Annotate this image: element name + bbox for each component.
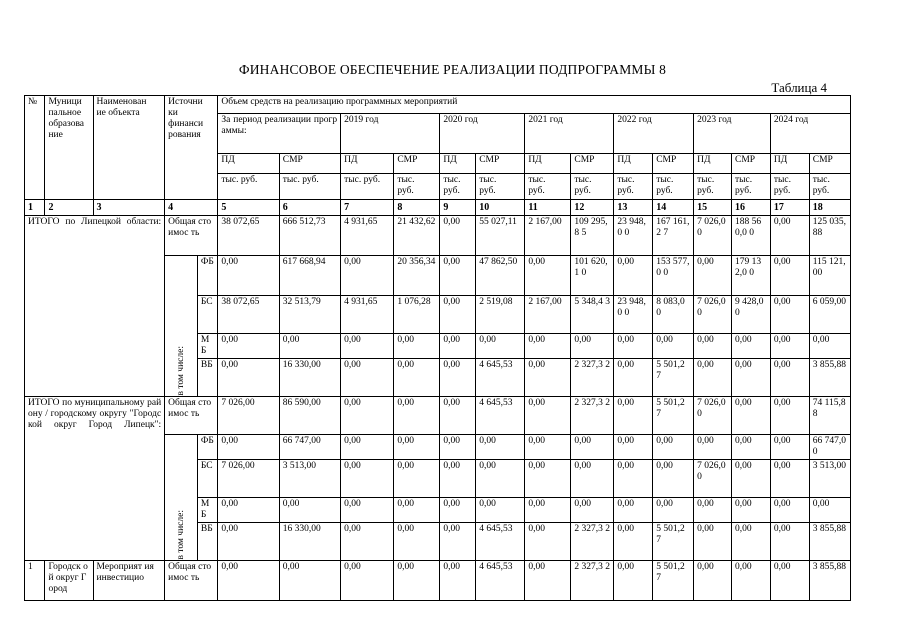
value-cell: 0,00 <box>614 435 653 460</box>
value-cell: 8 083,0 0 <box>653 296 694 334</box>
value-cell: 0,00 <box>440 256 476 296</box>
value-cell: 179 132,0 0 <box>731 256 770 296</box>
value-cell: 2 519,08 <box>476 296 525 334</box>
value-cell: 0,00 <box>809 334 850 359</box>
in-total-text: в том числе: <box>175 346 186 396</box>
value-cell: 16 330,00 <box>279 359 340 397</box>
header-smr: СМР <box>279 154 340 174</box>
value-cell: 0,00 <box>731 359 770 397</box>
value-cell: 7 026,0 0 <box>694 296 732 334</box>
value-cell: 0,00 <box>614 498 653 523</box>
header-year-2022: 2022 год <box>614 114 694 154</box>
column-number: 5 <box>218 200 279 216</box>
total-label: Общая стоимос ть <box>165 216 218 256</box>
value-cell: 0,00 <box>731 435 770 460</box>
value-cell: 23 948,0 0 <box>614 296 653 334</box>
header-year-2020: 2020 год <box>440 114 525 154</box>
value-cell: 0,00 <box>341 359 394 397</box>
value-cell: 4 931,65 <box>341 296 394 334</box>
row-number: 1 <box>25 561 45 601</box>
value-cell: 0,00 <box>694 523 732 561</box>
value-cell: 0,00 <box>341 334 394 359</box>
column-number: 17 <box>770 200 809 216</box>
value-cell: 0,00 <box>440 498 476 523</box>
header-units: тыс. руб. <box>476 174 525 200</box>
value-cell: 3 513,00 <box>809 460 850 498</box>
value-cell: 4 645,53 <box>476 561 525 601</box>
block-total-row <box>25 216 851 256</box>
value-cell: 0,00 <box>571 460 614 498</box>
column-number: 14 <box>653 200 694 216</box>
value-cell: 0,00 <box>440 523 476 561</box>
value-cell: 3 855,88 <box>809 359 850 397</box>
value-cell: 617 668,94 <box>279 256 340 296</box>
column-number: 4 <box>165 200 218 216</box>
value-cell: 0,00 <box>653 334 694 359</box>
value-cell: 0,00 <box>440 334 476 359</box>
header-units: тыс. руб. <box>525 174 571 200</box>
value-cell: 125 035,88 <box>809 216 850 256</box>
value-cell: 0,00 <box>341 397 394 435</box>
value-cell: 2 327,3 2 <box>571 397 614 435</box>
value-cell: 0,00 <box>440 216 476 256</box>
block-title: ИТОГО по муниципальному району / городскому округу "Городской округ Город Липецк": <box>25 397 165 561</box>
value-cell: 0,00 <box>770 216 809 256</box>
value-cell: 0,00 <box>440 397 476 435</box>
header-smr: СМР <box>476 154 525 174</box>
column-number: 11 <box>525 200 571 216</box>
value-cell: 3 855,88 <box>809 561 850 601</box>
value-cell: 0,00 <box>770 561 809 601</box>
value-cell: 0,00 <box>770 435 809 460</box>
value-cell: 0,00 <box>476 498 525 523</box>
value-cell: 0,00 <box>694 561 732 601</box>
value-cell: 38 072,65 <box>218 216 279 256</box>
value-cell: 0,00 <box>218 359 279 397</box>
value-cell: 0,00 <box>440 359 476 397</box>
value-cell: 3 855,88 <box>809 523 850 561</box>
header-smr: СМР <box>731 154 770 174</box>
value-cell: 4 645,53 <box>476 397 525 435</box>
value-cell: 7 026,00 <box>218 460 279 498</box>
source-code: ВБ <box>197 523 217 561</box>
value-cell: 0,00 <box>218 498 279 523</box>
value-cell: 0,00 <box>770 256 809 296</box>
header-pd: ПД <box>694 154 732 174</box>
column-number: 2 <box>45 200 93 216</box>
column-number: 16 <box>731 200 770 216</box>
value-cell: 666 512,73 <box>279 216 340 256</box>
value-cell: 0,00 <box>770 498 809 523</box>
column-number: 18 <box>809 200 850 216</box>
value-cell: 0,00 <box>341 435 394 460</box>
value-cell: 0,00 <box>525 460 571 498</box>
header-pd: ПД <box>440 154 476 174</box>
value-cell: 0,00 <box>614 561 653 601</box>
header-smr: СМР <box>571 154 614 174</box>
value-cell: 0,00 <box>571 435 614 460</box>
value-cell: 0,00 <box>731 397 770 435</box>
value-cell: 6 059,00 <box>809 296 850 334</box>
value-cell: 2 167,00 <box>525 296 571 334</box>
value-cell: 0,00 <box>770 296 809 334</box>
value-cell: 9 428,0 0 <box>731 296 770 334</box>
column-number: 8 <box>394 200 440 216</box>
source-code: ФБ <box>197 435 217 460</box>
header-municipality: Муници пальное образова ние <box>45 96 93 200</box>
value-cell: 0,00 <box>394 334 440 359</box>
value-cell: 0,00 <box>694 256 732 296</box>
value-cell: 0,00 <box>653 460 694 498</box>
value-cell: 38 072,65 <box>218 296 279 334</box>
value-cell: 0,00 <box>731 561 770 601</box>
value-cell: 0,00 <box>525 256 571 296</box>
value-cell: 0,00 <box>770 334 809 359</box>
value-cell: 0,00 <box>694 334 732 359</box>
header-pd: ПД <box>218 154 279 174</box>
header-units: тыс. руб. <box>341 174 394 200</box>
column-number: 3 <box>93 200 165 216</box>
header-year-2024: 2024 год <box>770 114 850 154</box>
header-year-2023: 2023 год <box>694 114 771 154</box>
row-object: Мероприят ия инвестицио <box>93 561 165 601</box>
value-cell: 74 115,88 <box>809 397 850 435</box>
value-cell: 0,00 <box>770 523 809 561</box>
value-cell: 0,00 <box>653 435 694 460</box>
value-cell: 0,00 <box>440 460 476 498</box>
column-number: 7 <box>341 200 394 216</box>
header-units: тыс. руб. <box>571 174 614 200</box>
value-cell: 0,00 <box>614 397 653 435</box>
header-n: № <box>25 96 45 200</box>
header-units: тыс. руб. <box>731 174 770 200</box>
value-cell: 2 327,3 2 <box>571 561 614 601</box>
value-cell: 0,00 <box>476 460 525 498</box>
value-cell: 0,00 <box>394 523 440 561</box>
value-cell: 0,00 <box>525 498 571 523</box>
in-total-vertical-label <box>165 435 198 561</box>
value-cell: 0,00 <box>218 334 279 359</box>
header-units: тыс. руб. <box>394 174 440 200</box>
value-cell: 0,00 <box>394 498 440 523</box>
value-cell: 0,00 <box>394 397 440 435</box>
value-cell: 0,00 <box>394 435 440 460</box>
value-cell: 101 620,1 0 <box>571 256 614 296</box>
value-cell: 0,00 <box>571 498 614 523</box>
source-code: ВБ <box>197 359 217 397</box>
value-cell: 32 513,79 <box>279 296 340 334</box>
value-cell: 0,00 <box>731 498 770 523</box>
value-cell: 0,00 <box>279 334 340 359</box>
value-cell: 55 027,11 <box>476 216 525 256</box>
value-cell: 109 295,8 5 <box>571 216 614 256</box>
value-cell: 0,00 <box>614 460 653 498</box>
value-cell: 0,00 <box>218 256 279 296</box>
value-cell: 0,00 <box>341 523 394 561</box>
header-smr: СМР <box>394 154 440 174</box>
column-number: 12 <box>571 200 614 216</box>
column-number: 10 <box>476 200 525 216</box>
value-cell: 16 330,00 <box>279 523 340 561</box>
value-cell: 0,00 <box>525 397 571 435</box>
source-code: БС <box>197 460 217 498</box>
value-cell: 0,00 <box>476 334 525 359</box>
value-cell: 7 026,0 0 <box>694 460 732 498</box>
value-cell: 0,00 <box>341 498 394 523</box>
value-cell: 2 167,00 <box>525 216 571 256</box>
value-cell: 47 862,50 <box>476 256 525 296</box>
value-cell: 188 560,0 0 <box>731 216 770 256</box>
value-cell: 0,00 <box>809 498 850 523</box>
value-cell: 0,00 <box>770 460 809 498</box>
header-smr: СМР <box>653 154 694 174</box>
value-cell: 0,00 <box>341 561 394 601</box>
value-cell: 66 747,00 <box>279 435 340 460</box>
value-cell: 0,00 <box>218 561 279 601</box>
value-cell: 0,00 <box>731 523 770 561</box>
value-cell: 0,00 <box>394 359 440 397</box>
in-total-vertical-label <box>165 256 198 397</box>
header-units: тыс. руб. <box>694 174 732 200</box>
value-cell: 0,00 <box>525 435 571 460</box>
value-cell: 20 356,34 <box>394 256 440 296</box>
value-cell: 0,00 <box>731 460 770 498</box>
source-code: БС <box>197 296 217 334</box>
value-cell: 0,00 <box>614 256 653 296</box>
header-object: Наименован ие объекта <box>93 96 165 200</box>
row-municipality: Городск ой округ Город <box>45 561 93 601</box>
value-cell: 5 501,2 7 <box>653 397 694 435</box>
page-title: ФИНАНСОВОЕ ОБЕСПЕЧЕНИЕ РЕАЛИЗАЦИИ ПОДПРОГРАММЫ 8 <box>238 62 667 77</box>
financing-table <box>24 95 851 601</box>
value-cell: 66 747,00 <box>809 435 850 460</box>
header-units: тыс. руб. <box>770 174 809 200</box>
value-cell: 0,00 <box>440 435 476 460</box>
value-cell: 23 948,0 0 <box>614 216 653 256</box>
column-number: 1 <box>25 200 45 216</box>
value-cell: 7 026,0 0 <box>694 216 732 256</box>
value-cell: 0,00 <box>279 498 340 523</box>
value-cell: 5 501,2 7 <box>653 523 694 561</box>
value-cell: 0,00 <box>614 359 653 397</box>
header-source: Источни ки финанси рования <box>165 96 218 200</box>
value-cell: 7 026,00 <box>218 397 279 435</box>
source-code: ФБ <box>197 256 217 296</box>
value-cell: 1 076,28 <box>394 296 440 334</box>
value-cell: 2 327,3 2 <box>571 359 614 397</box>
value-cell: 0,00 <box>653 498 694 523</box>
header-units: тыс. руб. <box>614 174 653 200</box>
value-cell: 0,00 <box>440 296 476 334</box>
object-row <box>25 561 851 601</box>
column-number: 15 <box>694 200 732 216</box>
value-cell: 2 327,3 2 <box>571 523 614 561</box>
value-cell: 4 645,53 <box>476 523 525 561</box>
value-cell: 7 026,0 0 <box>694 397 732 435</box>
value-cell: 0,00 <box>571 334 614 359</box>
value-cell: 5 501,2 7 <box>653 561 694 601</box>
value-cell: 0,00 <box>440 561 476 601</box>
value-cell: 0,00 <box>731 334 770 359</box>
header-pd: ПД <box>770 154 809 174</box>
value-cell: 0,00 <box>394 561 440 601</box>
value-cell: 0,00 <box>525 523 571 561</box>
value-cell: 5 348,4 3 <box>571 296 614 334</box>
header-units: тыс. руб. <box>218 174 279 200</box>
header-pd: ПД <box>614 154 653 174</box>
value-cell: 0,00 <box>218 523 279 561</box>
value-cell: 4 645,53 <box>476 359 525 397</box>
value-cell: 3 513,00 <box>279 460 340 498</box>
header-smr: СМР <box>809 154 850 174</box>
block-total-row <box>25 397 851 435</box>
header-pd: ПД <box>341 154 394 174</box>
value-cell: 5 501,2 7 <box>653 359 694 397</box>
column-number: 6 <box>279 200 340 216</box>
value-cell: 0,00 <box>341 256 394 296</box>
total-label: Общая стоимос ть <box>165 397 218 435</box>
header-pd: ПД <box>525 154 571 174</box>
value-cell: 0,00 <box>614 523 653 561</box>
value-cell: 0,00 <box>770 397 809 435</box>
header-year-2019: 2019 год <box>341 114 440 154</box>
value-cell: 0,00 <box>279 561 340 601</box>
value-cell: 0,00 <box>694 359 732 397</box>
block-title: ИТОГО по Липецкой области: <box>25 216 165 397</box>
header-volume: Объем средств на реализацию программных мероприятий <box>218 96 851 114</box>
value-cell: 0,00 <box>525 561 571 601</box>
header-units: тыс. руб. <box>440 174 476 200</box>
source-code: МБ <box>197 498 217 523</box>
value-cell: 0,00 <box>770 359 809 397</box>
value-cell: 0,00 <box>694 498 732 523</box>
row-source: Общая стоимос ть <box>165 561 218 601</box>
value-cell: 0,00 <box>341 460 394 498</box>
header-year-2021: 2021 год <box>525 114 614 154</box>
source-code: МБ <box>197 334 217 359</box>
value-cell: 4 931,65 <box>341 216 394 256</box>
header-units: тыс. руб. <box>809 174 850 200</box>
value-cell: 153 577,0 0 <box>653 256 694 296</box>
value-cell: 86 590,00 <box>279 397 340 435</box>
header-period: За период реализации программы: <box>218 114 341 154</box>
value-cell: 0,00 <box>614 334 653 359</box>
column-number: 9 <box>440 200 476 216</box>
value-cell: 21 432,62 <box>394 216 440 256</box>
value-cell: 0,00 <box>394 460 440 498</box>
value-cell: 0,00 <box>218 435 279 460</box>
value-cell: 0,00 <box>525 334 571 359</box>
header-units: тыс. руб. <box>279 174 340 200</box>
column-number: 13 <box>614 200 653 216</box>
value-cell: 0,00 <box>476 435 525 460</box>
value-cell: 167 161,2 7 <box>653 216 694 256</box>
in-total-text: в том числе: <box>175 510 186 560</box>
table-label: Таблица 4 <box>771 80 827 95</box>
value-cell: 115 121,00 <box>809 256 850 296</box>
value-cell: 0,00 <box>525 359 571 397</box>
value-cell: 0,00 <box>694 435 732 460</box>
header-units: тыс. руб. <box>653 174 694 200</box>
